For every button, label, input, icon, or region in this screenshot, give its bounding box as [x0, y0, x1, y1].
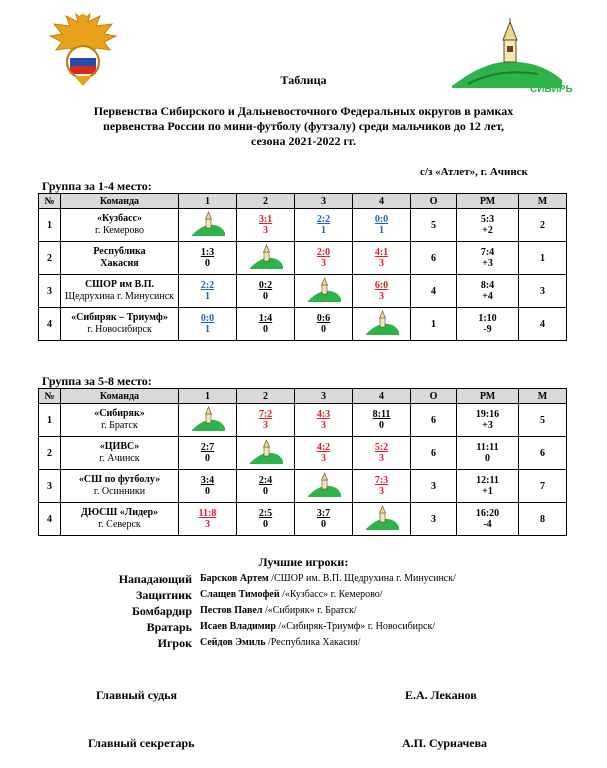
match-result-cell — [179, 242, 237, 275]
table-row — [39, 437, 567, 470]
goals-ratio: 8:4 — [480, 280, 495, 291]
award-player — [200, 637, 360, 648]
siberia-mini-icon — [248, 244, 284, 270]
match-points: 0 — [205, 486, 210, 497]
goals-diff: +2 — [482, 225, 493, 236]
group2-table — [38, 388, 567, 536]
team-city: Щедрухина г. Минусинск — [65, 291, 174, 302]
self-match-cell — [179, 209, 237, 242]
match-result-cell — [179, 503, 237, 536]
siberia-mini-icon — [306, 277, 342, 303]
self-match-cell — [295, 275, 353, 308]
match-score: 5:2 — [374, 442, 389, 453]
award-player — [200, 605, 357, 616]
place-cell: 7 — [519, 470, 567, 503]
match-result-cell — [179, 308, 237, 341]
team-cell — [61, 209, 179, 242]
siberia-mini-icon — [248, 439, 284, 465]
match-points: 3 — [321, 453, 326, 464]
goals-ratio: 19:16 — [475, 409, 500, 420]
goal-difference-cell — [457, 503, 519, 536]
match-points: 0 — [321, 324, 326, 335]
row-number: 4 — [39, 503, 61, 536]
match-result-cell — [353, 470, 411, 503]
match-points: 0 — [263, 486, 268, 497]
goals-diff: -4 — [483, 519, 492, 530]
column-header: М — [519, 389, 567, 404]
column-header: № — [39, 194, 61, 209]
match-points: 3 — [379, 291, 384, 302]
goal-difference-cell — [457, 404, 519, 437]
match-result-cell — [295, 242, 353, 275]
player-name: Сейдов Эмиль — [200, 637, 266, 648]
table-header-row — [39, 194, 567, 209]
goals-ratio: 5:3 — [480, 214, 495, 225]
row-number: 3 — [39, 470, 61, 503]
player-name: Слащев Тимофей — [200, 589, 280, 600]
match-score: 4:3 — [316, 409, 331, 420]
goals-ratio: 12:11 — [476, 475, 499, 486]
match-result-cell — [295, 308, 353, 341]
points-total: 6 — [411, 404, 457, 437]
match-score: 3:4 — [200, 475, 215, 486]
match-result-cell — [295, 503, 353, 536]
match-score: 2:5 — [258, 508, 273, 519]
match-result-cell — [237, 503, 295, 536]
goals-diff: +3 — [482, 258, 493, 269]
player-club: /«Кузбасс» г. Кемерово/ — [279, 589, 383, 600]
team-city: г. Новосибирск — [87, 324, 152, 335]
match-score: 0:0 — [374, 214, 389, 225]
goals-diff: -9 — [483, 324, 492, 335]
match-result-cell — [353, 275, 411, 308]
match-points: 0 — [263, 291, 268, 302]
match-score: 3:7 — [316, 508, 331, 519]
team-name: СШОР им В.П. — [84, 279, 155, 290]
column-header: О — [411, 194, 457, 209]
chief-secretary-label: Главный секретарь — [88, 736, 195, 750]
place-cell: 4 — [519, 308, 567, 341]
team-city: Хакасия — [100, 258, 139, 269]
column-header: М — [519, 194, 567, 209]
column-header: 2 — [237, 194, 295, 209]
team-name: «Кузбасс» — [97, 213, 142, 224]
match-result-cell — [179, 437, 237, 470]
team-name: Республика — [93, 246, 146, 257]
player-club: /«Сибиряк» г. Братск/ — [262, 605, 357, 616]
row-number: 3 — [39, 275, 61, 308]
column-header: 1 — [179, 389, 237, 404]
match-score: 1:4 — [258, 313, 273, 324]
column-header: Команда — [61, 194, 179, 209]
match-points: 0 — [205, 453, 210, 464]
siberia-mini-icon — [190, 406, 226, 432]
siberia-mini-icon — [364, 505, 400, 531]
points-total: 3 — [411, 470, 457, 503]
self-match-cell — [353, 308, 411, 341]
self-match-cell — [295, 470, 353, 503]
match-result-cell — [179, 275, 237, 308]
goals-diff: 0 — [485, 453, 490, 464]
award-role: Игрок — [157, 636, 192, 650]
team-cell — [61, 308, 179, 341]
match-points: 1 — [205, 324, 210, 335]
column-header: РМ — [457, 389, 519, 404]
column-header: 4 — [353, 389, 411, 404]
table-header-row — [39, 389, 567, 404]
place-cell: 2 — [519, 209, 567, 242]
match-score: 3:1 — [258, 214, 273, 225]
match-score: 0:2 — [258, 280, 273, 291]
match-score: 2:2 — [316, 214, 331, 225]
siberia-mini-icon — [190, 211, 226, 237]
row-number: 1 — [39, 404, 61, 437]
row-number: 2 — [39, 437, 61, 470]
goals-ratio: 16:20 — [475, 508, 500, 519]
match-score: 4:1 — [374, 247, 389, 258]
match-result-cell — [353, 404, 411, 437]
place-cell: 8 — [519, 503, 567, 536]
match-result-cell — [353, 437, 411, 470]
goal-difference-cell — [457, 470, 519, 503]
row-number: 2 — [39, 242, 61, 275]
match-result-cell — [237, 308, 295, 341]
player-club: /Республика Хакасия/ — [265, 637, 361, 648]
award-role: Защитник — [135, 588, 192, 602]
team-name: «Сибиряк – Триумф» — [71, 312, 168, 323]
award-role: Нападающий — [118, 572, 192, 586]
points-total: 4 — [411, 275, 457, 308]
match-points: 3 — [379, 453, 384, 464]
match-points: 0 — [205, 258, 210, 269]
team-cell — [61, 404, 179, 437]
match-score: 2:4 — [258, 475, 273, 486]
match-score: 7:3 — [374, 475, 389, 486]
points-total: 1 — [411, 308, 457, 341]
match-score: 7:2 — [258, 409, 273, 420]
match-result-cell — [237, 470, 295, 503]
points-total: 6 — [411, 242, 457, 275]
subtitle-line-1: Первенства Сибирского и Дальневосточного Федеральных округов в рамках — [93, 104, 514, 118]
goals-ratio: 7:4 — [480, 247, 495, 258]
match-result-cell — [353, 209, 411, 242]
chief-secretary-name: А.П. Сурначева — [402, 736, 488, 750]
place-cell: 5 — [519, 404, 567, 437]
team-cell — [61, 437, 179, 470]
award-role: Бомбардир — [131, 604, 192, 618]
table-row — [39, 209, 567, 242]
table-row — [39, 242, 567, 275]
match-score: 2:2 — [200, 280, 215, 291]
chief-judge-name: Е.А. Леканов — [405, 688, 477, 702]
group1-table — [38, 193, 567, 341]
match-points: 0 — [321, 519, 326, 530]
goal-difference-cell — [457, 275, 519, 308]
goal-difference-cell — [457, 437, 519, 470]
best-players-title: Лучшие игроки: — [258, 555, 349, 569]
player-name: Пестов Павел — [200, 605, 263, 616]
team-cell — [61, 275, 179, 308]
column-header: Команда — [61, 389, 179, 404]
match-points: 3 — [379, 486, 384, 497]
goal-difference-cell — [457, 209, 519, 242]
match-points: 1 — [321, 225, 326, 236]
team-cell — [61, 470, 179, 503]
column-header: 1 — [179, 194, 237, 209]
match-result-cell — [237, 275, 295, 308]
team-name: «СШ по футболу» — [78, 474, 161, 485]
award-player — [200, 621, 435, 632]
chief-judge-label: Главный судья — [96, 688, 178, 702]
goal-difference-cell — [457, 242, 519, 275]
subtitle-line-3: сезона 2021-2022 гг. — [250, 134, 356, 148]
match-score: 0:6 — [316, 313, 331, 324]
column-header: РМ — [457, 194, 519, 209]
team-cell — [61, 242, 179, 275]
match-score: 0:0 — [200, 313, 215, 324]
match-points: 3 — [321, 258, 326, 269]
match-score: 2:0 — [316, 247, 331, 258]
table-row — [39, 275, 567, 308]
row-number: 1 — [39, 209, 61, 242]
match-points: 3 — [263, 420, 268, 431]
team-city: г. Осинники — [93, 486, 146, 497]
table-row — [39, 503, 567, 536]
self-match-cell — [237, 242, 295, 275]
match-result-cell — [295, 209, 353, 242]
match-score: 2:7 — [200, 442, 215, 453]
match-score: 4:2 — [316, 442, 331, 453]
row-number: 4 — [39, 308, 61, 341]
match-points: 0 — [263, 324, 268, 335]
player-club: /«Сибиряк-Триумф» г. Новосибирск/ — [275, 621, 436, 632]
match-points: 0 — [263, 519, 268, 530]
points-total: 6 — [411, 437, 457, 470]
match-score: 1:3 — [200, 247, 215, 258]
match-points: 3 — [379, 258, 384, 269]
points-total: 5 — [411, 209, 457, 242]
team-city: г. Кемерово — [94, 225, 145, 236]
points-total: 3 — [411, 503, 457, 536]
goals-ratio: 1:10 — [478, 313, 497, 324]
match-result-cell — [237, 209, 295, 242]
group1-title: Группа за 1-4 место: — [42, 179, 152, 193]
match-points: 0 — [379, 420, 384, 431]
match-result-cell — [237, 404, 295, 437]
place-cell: 1 — [519, 242, 567, 275]
goals-diff: +1 — [482, 486, 493, 497]
player-club: /СШОР им. В.П. Щедрухина г. Минусинск/ — [268, 573, 456, 584]
table-row — [39, 404, 567, 437]
match-result-cell — [295, 404, 353, 437]
team-city: г. Северск — [98, 519, 141, 530]
table-row — [39, 308, 567, 341]
goal-difference-cell — [457, 308, 519, 341]
match-points: 3 — [205, 519, 210, 530]
column-header: 4 — [353, 194, 411, 209]
match-result-cell — [179, 470, 237, 503]
match-score: 6:0 — [374, 280, 389, 291]
team-cell — [61, 503, 179, 536]
goals-diff: +3 — [482, 420, 493, 431]
match-points: 3 — [321, 420, 326, 431]
self-match-cell — [179, 404, 237, 437]
siberia-mini-icon — [306, 472, 342, 498]
match-score: 11:8 — [198, 508, 217, 519]
column-header: 2 — [237, 389, 295, 404]
match-result-cell — [295, 437, 353, 470]
column-header: О — [411, 389, 457, 404]
team-city: г. Братск — [101, 420, 138, 431]
team-city: г. Ачинск — [99, 453, 140, 464]
place-cell: 3 — [519, 275, 567, 308]
player-name: Барсков Артем — [200, 573, 269, 584]
self-match-cell — [353, 503, 411, 536]
award-role: Вратарь — [146, 620, 192, 634]
self-match-cell — [237, 437, 295, 470]
group2-title: Группа за 5-8 место: — [42, 374, 152, 388]
match-points: 3 — [263, 225, 268, 236]
goals-ratio: 11:11 — [476, 442, 499, 453]
column-header: 3 — [295, 389, 353, 404]
siberia-mini-icon — [364, 310, 400, 336]
table-row — [39, 470, 567, 503]
team-name: «ЦИВС» — [99, 441, 140, 452]
venue-label: с/з «Атлет», г. Ачинск — [420, 166, 528, 178]
goals-diff: +4 — [482, 291, 493, 302]
team-name: ДЮСШ «Лидер» — [80, 507, 159, 518]
column-header: 3 — [295, 194, 353, 209]
subtitle-line-2: первенства России по мини-футболу (футзалу) среди мальчиков до 12 лет, — [103, 119, 504, 133]
match-points: 1 — [205, 291, 210, 302]
place-cell: 6 — [519, 437, 567, 470]
column-header: № — [39, 389, 61, 404]
logo-text: СИБИРЬ — [530, 84, 573, 95]
match-points: 1 — [379, 225, 384, 236]
match-result-cell — [353, 242, 411, 275]
award-player — [200, 589, 383, 600]
award-player — [200, 573, 456, 584]
team-name: «Сибиряк» — [94, 408, 145, 419]
page-title: Таблица — [280, 73, 327, 87]
match-score: 8:11 — [372, 409, 391, 420]
player-name: Исаев Владимир — [200, 621, 276, 632]
